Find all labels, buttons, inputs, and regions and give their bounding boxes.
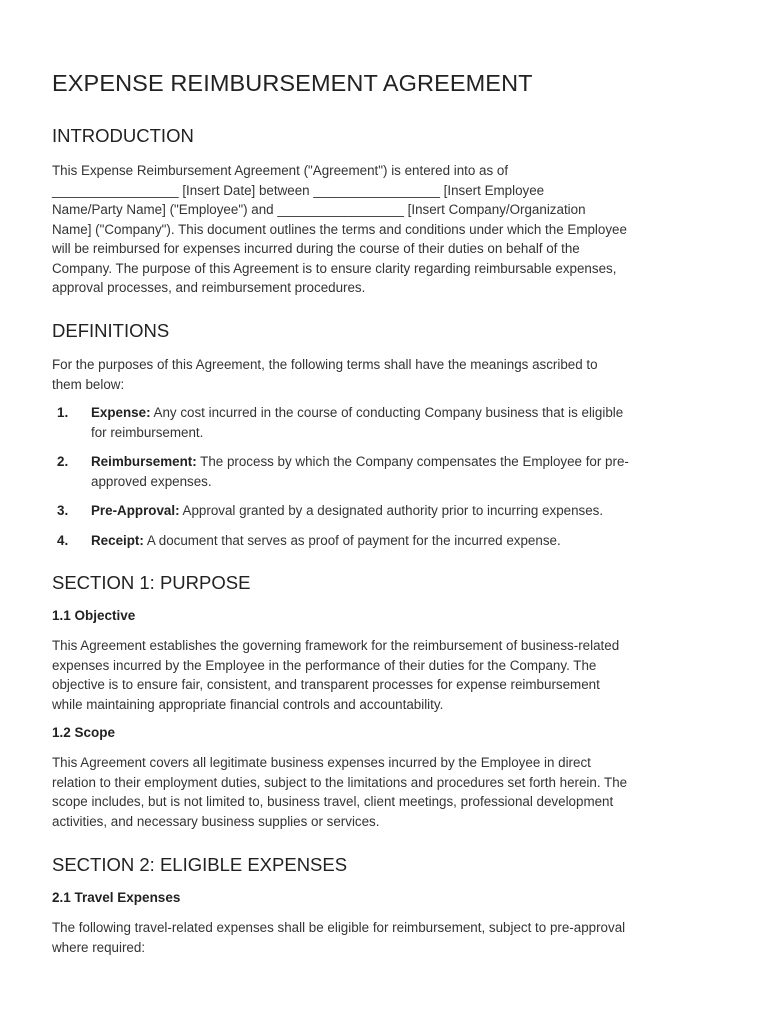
paragraph-line: will be reimbursed for expenses incurred during the course of their duties on behalf of the	[52, 241, 580, 256]
definition-text: Approval granted by a designated authority prior to incurring expenses.	[182, 503, 604, 518]
paragraph-line: For the purposes of this Agreement, the following terms shall have the meanings ascribed to	[52, 357, 598, 372]
definition-term: Reimbursement:	[91, 454, 197, 469]
paragraph-line: This Agreement covers all legitimate business expenses incurred by the Employee in direct	[52, 755, 591, 770]
paragraph-line: Name/Party Name] ("Employee") and _________________ [Insert Company/Organization	[52, 202, 586, 217]
paragraph-line: relation to their employment duties, subject to the limitations and procedures set forth herein. The	[52, 774, 628, 790]
paragraph-line: Name] ("Company"). This document outlines the terms and conditions under which the Employee	[52, 221, 627, 237]
definition-item	[52, 452, 724, 491]
paragraph-line: approval processes, and reimbursement procedures.	[52, 280, 366, 295]
paragraph-line: where required:	[52, 939, 146, 955]
travel-expenses-paragraph	[52, 918, 724, 957]
definition-number: 1.	[57, 405, 69, 420]
definition-item	[52, 403, 724, 442]
scope-heading: 1.2 Scope	[52, 725, 116, 740]
objective-heading: 1.1 Objective	[52, 608, 136, 623]
introduction-paragraph	[52, 161, 724, 298]
paragraph-line: activities, and necessary business supplies or services.	[52, 813, 380, 829]
paragraph-line: objective is to ensure fair, consistent, and transparent processes for expense reimbursement	[52, 677, 600, 692]
objective-paragraph	[52, 636, 724, 714]
travel-expenses-heading: 2.1 Travel Expenses	[52, 890, 181, 905]
introduction-heading: INTRODUCTION	[52, 125, 194, 146]
definition-item	[52, 531, 724, 551]
scope-paragraph	[52, 753, 724, 831]
section2-heading: SECTION 2: ELIGIBLE EXPENSES	[52, 854, 348, 875]
paragraph-line: Company. The purpose of this Agreement is to ensure clarity regarding reimbursable expenses,	[52, 260, 617, 276]
definitions-list	[52, 403, 724, 550]
paragraph-line: _________________ [Insert Date] between _________________ [Insert Employee	[52, 182, 545, 198]
section1-heading: SECTION 1: PURPOSE	[52, 572, 251, 593]
document-title: EXPENSE REIMBURSEMENT AGREEMENT	[52, 70, 533, 96]
definition-number: 2.	[57, 454, 69, 469]
paragraph-line: while maintaining appropriate financial controls and accountability.	[52, 696, 444, 712]
definition-term: Pre-Approval:	[91, 503, 180, 518]
definition-item	[52, 501, 724, 521]
paragraph-line: The following travel-related expenses shall be eligible for reimbursement, subject to pre-approval	[52, 920, 626, 935]
paragraph-line: scope includes, but is not limited to, business travel, client meetings, professional development	[52, 794, 614, 809]
definition-text: Any cost incurred in the course of conducting Company business that is eligible	[153, 405, 624, 420]
definition-text: The process by which the Company compensates the Employee for pre-	[200, 454, 629, 469]
paragraph-line: expenses incurred by the Employee in the performance of their duties for the Company. The	[52, 657, 597, 673]
definition-number: 4.	[57, 532, 69, 548]
definition-term: Expense:	[91, 405, 151, 420]
definition-text: for reimbursement.	[91, 424, 204, 440]
paragraph-line: This Expense Reimbursement Agreement ("Agreement") is entered into as of	[52, 163, 509, 178]
definition-number: 3.	[57, 503, 69, 518]
paragraph-line: This Agreement establishes the governing framework for the reimbursement of business-related	[52, 638, 620, 653]
paragraph-line: them below:	[52, 376, 125, 392]
definitions-heading: DEFINITIONS	[52, 320, 170, 341]
definition-text: A document that serves as proof of payment for the incurred expense.	[146, 532, 561, 548]
definitions-intro	[52, 355, 724, 394]
definition-text: approved expenses.	[91, 473, 212, 489]
definition-term: Receipt:	[91, 532, 144, 548]
